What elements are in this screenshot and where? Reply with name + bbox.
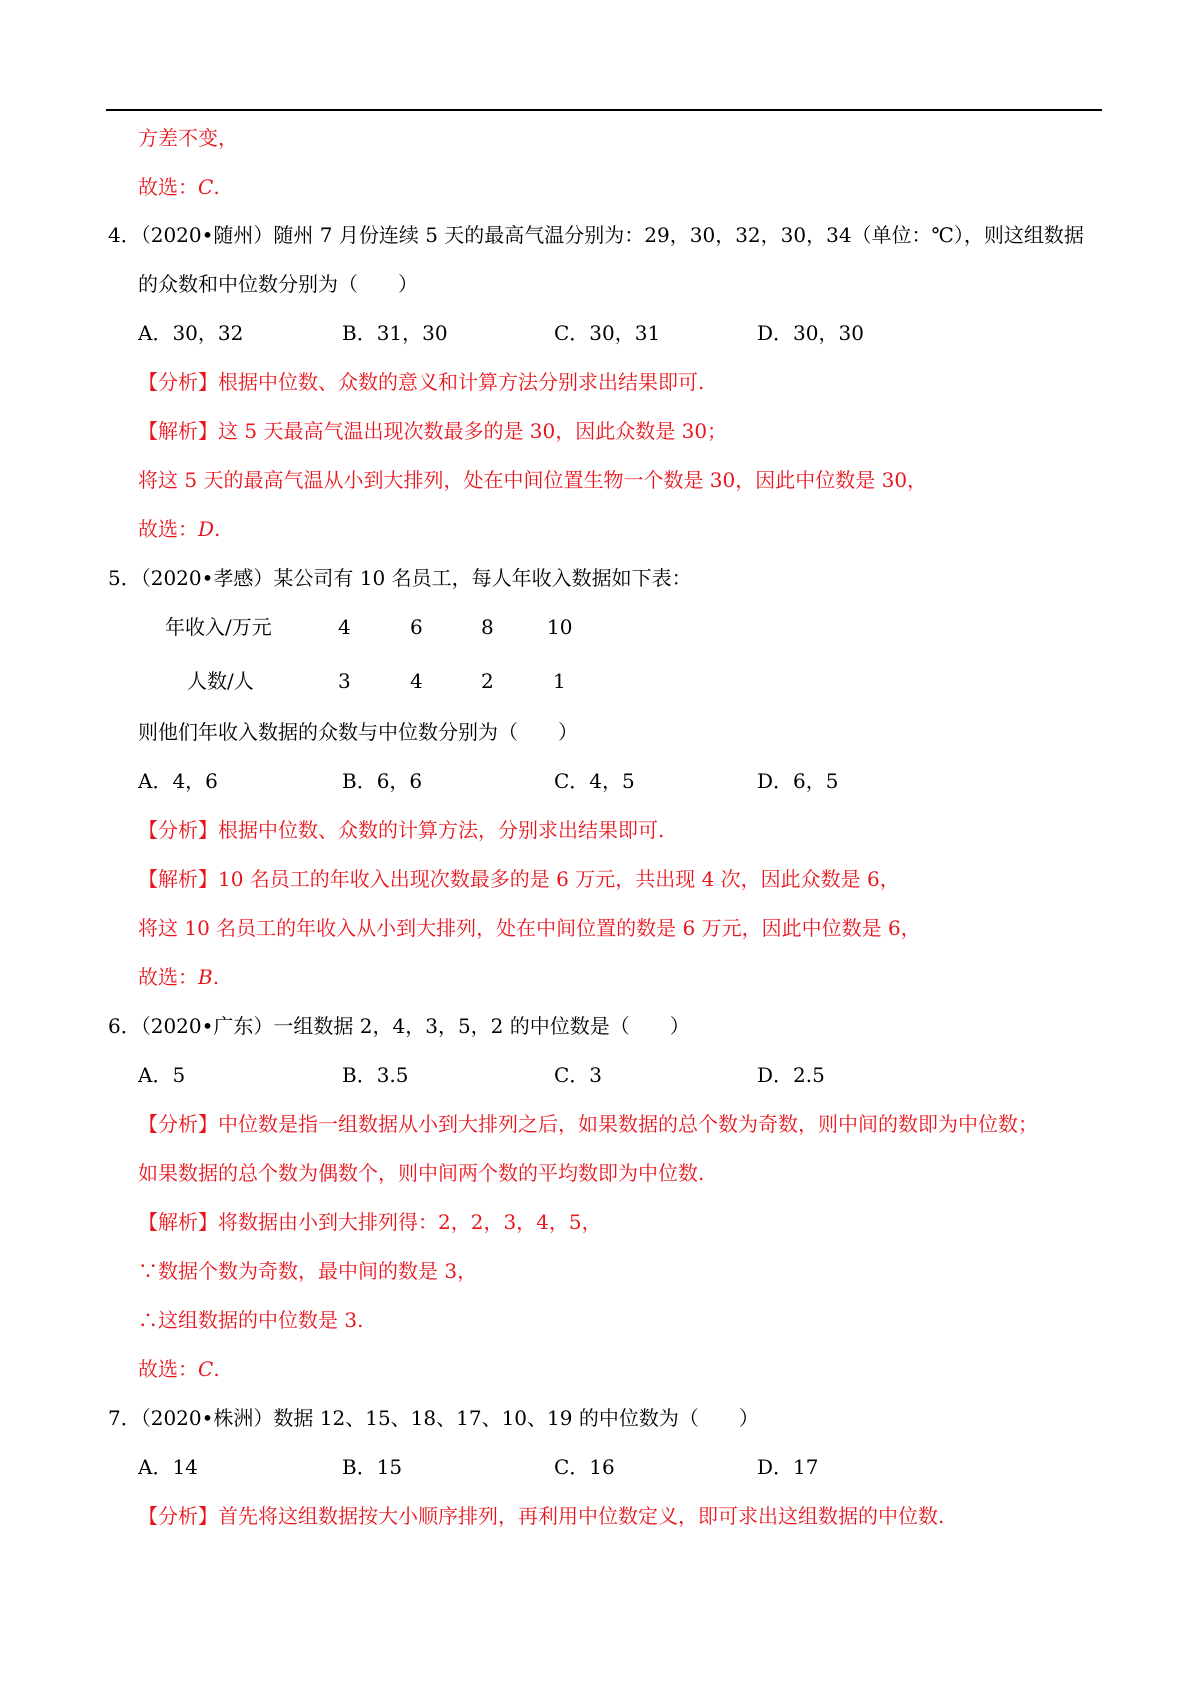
- q4-stem-line2: 的众数和中位数分别为（ ）: [138, 272, 418, 296]
- q6-analysis-line1: 【分析】中位数是指一组数据从小到大排列之后，如果数据的总个数为奇数，则中间的数即为中位数；: [138, 1112, 1038, 1136]
- q5-option-a: A．4，6: [138, 769, 218, 793]
- q7-option-c: C．16: [554, 1455, 615, 1479]
- q5-option-b: B．6，6: [342, 769, 423, 793]
- table-cell: 4: [338, 615, 351, 639]
- q6-option-c: C．3: [554, 1063, 603, 1087]
- header-rule: [106, 109, 1102, 111]
- q6-solution-line1: 【解析】将数据由小到大排列得：2，2，3，4，5，: [138, 1210, 602, 1234]
- q6-stem: 6．（2020•广东）一组数据 2，4，3，5，2 的中位数是（ ）: [108, 1014, 690, 1038]
- q6-answer: 故选：C.: [138, 1357, 220, 1381]
- q5-answer: 故选：B.: [138, 965, 220, 989]
- q7-stem: 7．（2020•株洲）数据 12、15、18、17、10、19 的中位数为（ ）: [108, 1406, 759, 1430]
- q5-solution-line1: 【解析】10 名员工的年收入出现次数最多的是 6 万元，共出现 4 次，因此众数是 6，: [138, 867, 900, 891]
- q7-analysis: 【分析】首先将这组数据按大小顺序排列，再利用中位数定义，即可求出这组数据的中位数.: [138, 1504, 945, 1528]
- q7-option-b: B．15: [342, 1455, 403, 1479]
- q6-option-d: D．2.5: [757, 1063, 825, 1087]
- q4-option-a: A．30，32: [138, 321, 244, 345]
- table-cell: 2: [481, 669, 494, 693]
- q6-solution-line2: ∵数据个数为奇数，最中间的数是 3，: [138, 1259, 478, 1283]
- q5-stem-line1: 5．（2020•孝感）某公司有 10 名员工，每人年收入数据如下表：: [108, 566, 692, 590]
- q4-option-c: C．30，31: [554, 321, 661, 345]
- q4-analysis: 【分析】根据中位数、众数的意义和计算方法分别求出结果即可.: [138, 370, 705, 394]
- q4-option-d: D．30，30: [757, 321, 864, 345]
- table-cell: 3: [338, 669, 351, 693]
- q4-solution-line2: 将这 5 天的最高气温从小到大排列，处在中间位置生物一个数是 30，因此中位数是 30，: [138, 468, 928, 492]
- table-cell: 10: [547, 615, 573, 639]
- q5-solution-line2: 将这 10 名员工的年收入从小到大排列，处在中间位置的数是 6 万元，因此中位数是 6，: [138, 916, 921, 940]
- table-row2-label: 人数/人: [187, 669, 254, 693]
- q5-option-c: C．4，5: [554, 769, 635, 793]
- q4-solution-line1: 【解析】这 5 天最高气温出现次数最多的是 30，因此众数是 30；: [138, 419, 728, 443]
- table-cell: 1: [553, 669, 566, 693]
- q4-option-b: B．31，30: [342, 321, 448, 345]
- table-cell: 4: [410, 669, 423, 693]
- q4-answer: 故选：D.: [138, 517, 221, 541]
- table-cell: 6: [410, 615, 423, 639]
- q4-stem-line1: 4．（2020•随州）随州 7 月份连续 5 天的最高气温分别为：29，30，32，30，34（单位：℃），则这组数据: [108, 223, 1084, 247]
- q5-stem-line2: 则他们年收入数据的众数与中位数分别为（ ）: [138, 720, 578, 744]
- q5-analysis: 【分析】根据中位数、众数的计算方法，分别求出结果即可.: [138, 818, 665, 842]
- q6-option-a: A．5: [138, 1063, 186, 1087]
- q6-analysis-line2: 如果数据的总个数为偶数个，则中间两个数的平均数即为中位数.: [138, 1161, 705, 1185]
- q7-option-d: D．17: [757, 1455, 819, 1479]
- q6-option-b: B．3.5: [342, 1063, 409, 1087]
- q5-option-d: D．6，5: [757, 769, 839, 793]
- table-row1-label: 年收入/万元: [165, 615, 272, 639]
- q6-solution-line3: ∴这组数据的中位数是 3.: [138, 1308, 364, 1332]
- q7-option-a: A．14: [138, 1455, 198, 1479]
- prev-answer: 故选：C.: [138, 175, 220, 199]
- prev-solution-line: 方差不变，: [138, 126, 238, 150]
- table-cell: 8: [481, 615, 494, 639]
